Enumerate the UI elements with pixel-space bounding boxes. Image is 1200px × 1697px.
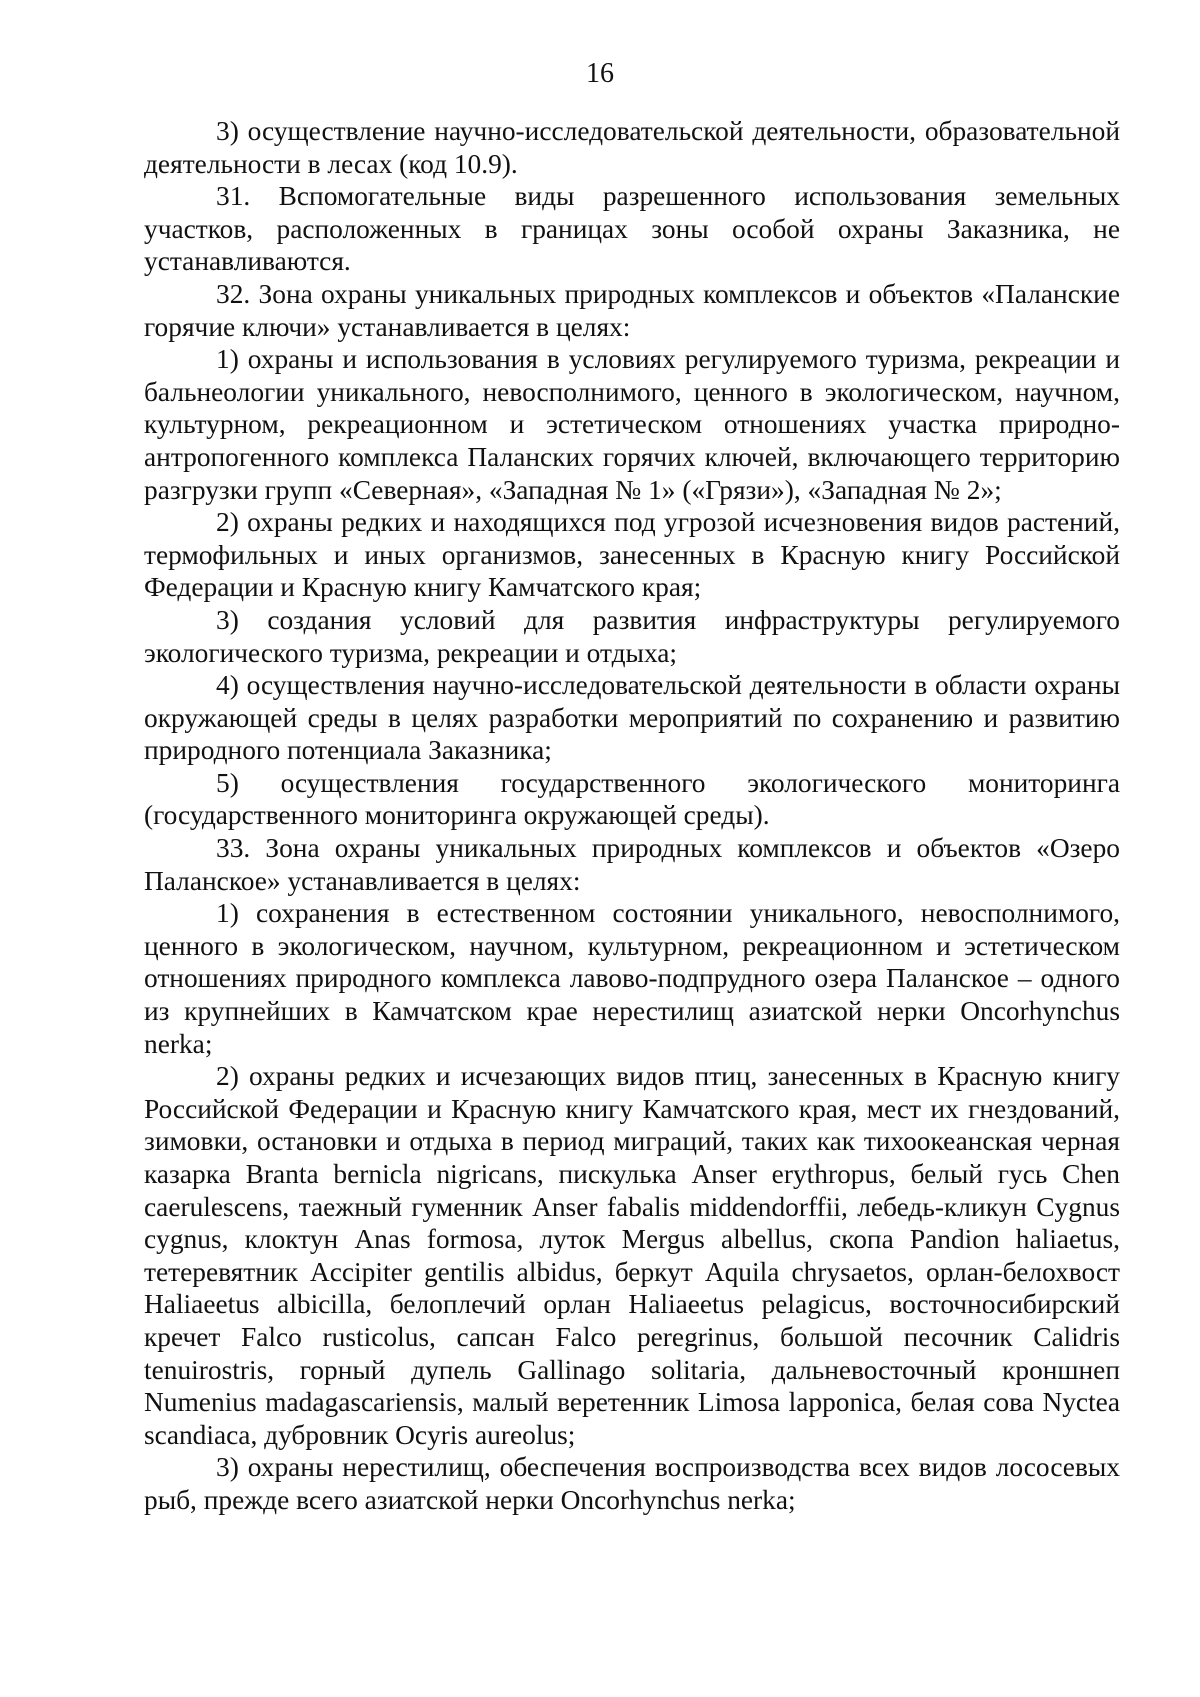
- paragraph-33-item-1: 1) сохранения в естественном состоянии уникального, невосполнимого, ценного в экологическом, научном, культурном, рекреационном и эстетическом отношениях природного комплекса лавово-подпрудного озера Паланское – одного из крупнейших в Камчатском крае нерестилищ азиатской нерки Oncorhynchus nerka;: [144, 898, 1120, 1059]
- paragraph-32-item-3: 3) создания условий для развития инфраструктуры регулируемого экологического туризма, рекреации и отдыха;: [144, 604, 1120, 668]
- paragraph-32-palana-hot-springs-zone: 32. Зона охраны уникальных природных комплексов и объектов «Паланские горячие ключи» устанавливается в целях:: [144, 278, 1120, 342]
- paragraph-32-item-4: 4) осуществления научно-исследовательской деятельности в области охраны окружающей среды в целях разработки мероприятий по сохранению и развитию природного потенциала Заказника;: [144, 670, 1120, 766]
- page-number: 16: [586, 58, 614, 89]
- paragraph-32-item-5: 5) осуществления государственного экологического мониторинга (государственного мониторинга окружающей среды).: [144, 767, 1120, 831]
- paragraph-32-item-2: 2) охраны редких и находящихся под угрозой исчезновения видов растений, термофильных и иных организмов, занесенных в Красную книгу Российской Федерации и Красную книгу Камчатского края;: [144, 507, 1120, 603]
- paragraph-33-item-3: 3) охраны нерестилищ, обеспечения воспроизводства всех видов лососевых рыб, прежде всего азиатской нерки Oncorhynchus nerka;: [144, 1452, 1120, 1515]
- paragraph-33-lake-palanskoe-zone: 33. Зона охраны уникальных природных комплексов и объектов «Озеро Паланское» устанавливается в целях:: [144, 833, 1120, 896]
- paragraph-32-item-1: 1) охраны и использования в условиях регулируемого туризма, рекреации и бальнеологии уникального, невосполнимого, ценного в экологическом, научном, культурном, рекреационном и эстетическом отношениях участка природно-антропогенного комплекса Паланских горячих ключей, включающего территорию разгрузки групп «Северная», «Западная № 1» («Грязи»), «Западная № 2»;: [144, 344, 1120, 505]
- document-body: [144, 115, 1120, 1517]
- paragraph-item-3-research: 3) осуществление научно-исследовательской деятельности, образовательной деятельности в лесах (код 10.9).: [144, 116, 1120, 179]
- paragraph-31-auxiliary-uses: 31. Вспомогательные виды разрешенного использования земельных участков, расположенных в границах зоны особой охраны Заказника, не устанавливаются.: [144, 181, 1120, 277]
- paragraph-33-item-2: 2) охраны редких и исчезающих видов птиц, занесенных в Красную книгу Российской Федерации и Красную книгу Камчатского края, мест их гнездований, зимовки, остановки и отдыха в период миграций, таких как тихоокеанская черная казарка Branta bernicla nigricans, пискулька Anser erythropus, белый гусь Chen caerulescens, таежный гуменник Anser fabalis middendorffii, лебедь-кликун Cygnus cygnus, клоктун Anas formosa, луток Mergus albellus, скопа Pandion haliaetus, тетеревятник Accipiter gentilis albidus, беркут Aquila chrysaetos, орлан-белохвост Haliaeetus albicilla, белоплечий орлан Haliaeetus pelagicus, восточносибирский кречет Falco rusticolus, сапсан Falco peregrinus, большой песочник Calidris tenuirostris, горный дупель Gallinago solitaria, дальневосточный кроншнеп Numenius madagascariensis, малый веретенник Limosa lapponica, белая сова Nyctea scandiaca, дубровник Ocyris aureolus;: [144, 1061, 1120, 1450]
